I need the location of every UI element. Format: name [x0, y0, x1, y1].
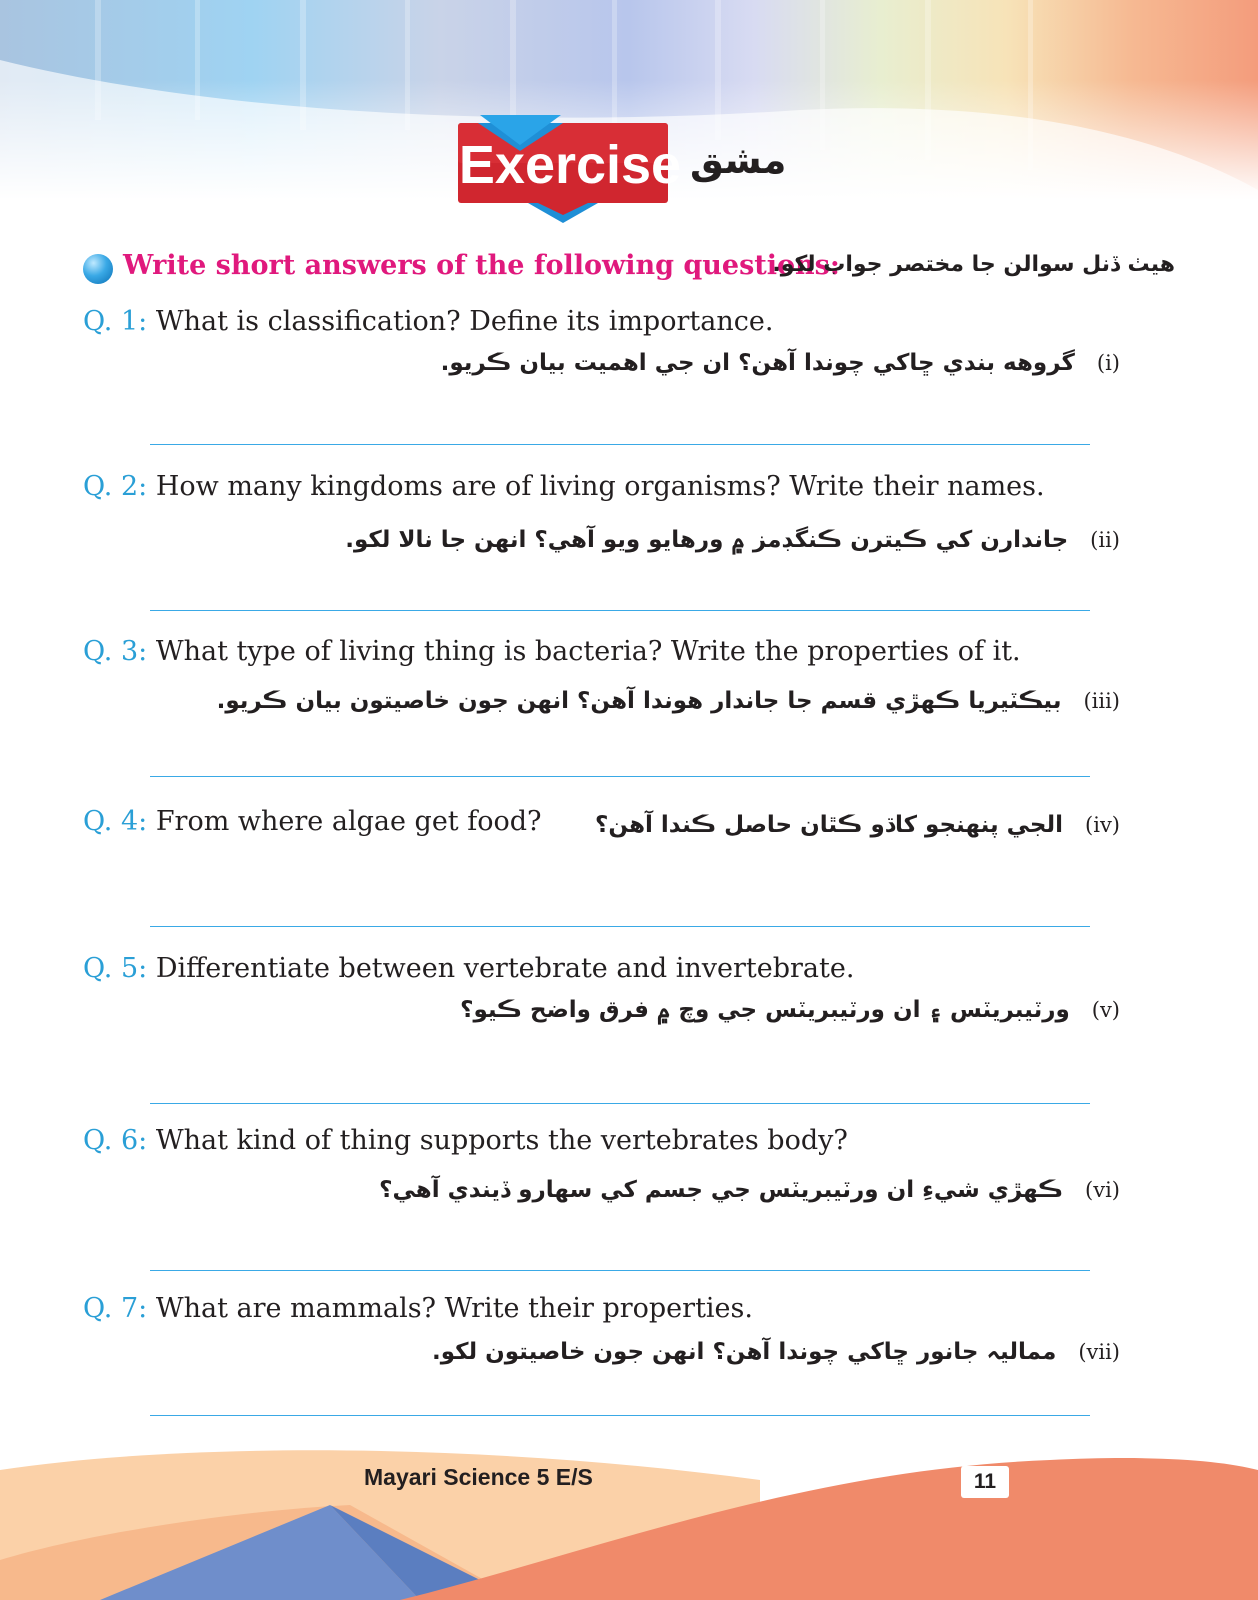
instruction-sindhi: هيٺ ڏنل سوالن جا مختصر جواب لکو. — [772, 252, 1175, 277]
question-text: What kind of thing supports the vertebrates body? — [155, 1125, 848, 1156]
question-number: Q. 1: — [83, 306, 148, 337]
question-roman-number: (vi) — [1085, 1178, 1120, 1202]
question-text: Differentiate between vertebrate and invertebrate. — [155, 953, 855, 984]
answer-line[interactable] — [150, 610, 1090, 611]
exercise-title-sindhi: مشق — [690, 138, 787, 182]
blue-bullet-icon — [83, 254, 113, 284]
instruction-english: Write short answers of the following questions: — [123, 250, 840, 281]
question-roman-number: (i) — [1096, 351, 1120, 375]
question-1 — [83, 306, 1153, 426]
question-roman-number: (vii) — [1078, 1340, 1120, 1364]
question-6 — [83, 1125, 1153, 1245]
question-text: From where algae get food? — [155, 806, 542, 837]
answer-line[interactable] — [150, 776, 1090, 777]
question-roman-number: (iv) — [1085, 813, 1120, 837]
question-text: What type of living thing is bacteria? Write the properties of it. — [155, 636, 1021, 667]
answer-line[interactable] — [150, 1103, 1090, 1104]
question-number: Q. 3: — [83, 636, 148, 667]
book-title: Mayari Science 5 E/S — [364, 1464, 593, 1490]
question-5 — [83, 953, 1153, 1073]
question-text-sindhi: جاندارن کي ڪيترن ڪنگڊمز ۾ ورهايو ويو آهي؟ انهن جا نالا لکو. — [345, 527, 1069, 553]
question-2 — [83, 471, 1153, 591]
question-text-sindhi: گروهه بندي ڇاکي چوندا آهن؟ ان جي اهميت بيان ڪريو. — [440, 350, 1075, 376]
question-7 — [83, 1293, 1153, 1413]
question-roman-number: (iii) — [1083, 689, 1120, 713]
question-text: What is classification? Define its importance. — [155, 306, 774, 337]
question-roman-number: (v) — [1091, 998, 1120, 1022]
question-text-sindhi: بيڪٽيريا ڪهڙي قسم جا جاندار هوندا آهن؟ انهن جون خاصيتون بيان ڪريو. — [216, 688, 1062, 714]
question-4 — [83, 806, 1153, 926]
question-3 — [83, 636, 1153, 756]
question-number: Q. 6: — [83, 1125, 148, 1156]
question-text: How many kingdoms are of living organisms? Write their names. — [155, 471, 1045, 502]
answer-line[interactable] — [150, 444, 1090, 445]
question-roman-number: (ii) — [1090, 528, 1120, 552]
question-number: Q. 4: — [83, 806, 148, 837]
answer-line[interactable] — [150, 1270, 1090, 1271]
instruction-row — [83, 248, 1175, 288]
answer-line[interactable] — [150, 1415, 1090, 1416]
footer-decoration — [0, 1440, 1258, 1600]
page-number: 11 — [961, 1466, 1009, 1498]
question-number: Q. 7: — [83, 1293, 148, 1324]
question-number: Q. 2: — [83, 471, 148, 502]
exercise-title: Exercise — [458, 135, 682, 195]
question-text-sindhi: الجي پنهنجو کاڌو ڪٿان حاصل ڪندا آهن؟ — [595, 812, 1064, 838]
question-text-sindhi: ڪهڙي شيءِ ان ورٽيبريٽس جي جسم کي سهارو ڏيندي آهي؟ — [379, 1177, 1064, 1203]
question-text-sindhi: ورٽيبريٽس ۽ ان ورٽيبريٽس جي وچ ۾ فرق واضح ڪيو؟ — [460, 997, 1070, 1023]
question-text: What are mammals? Write their properties. — [155, 1293, 753, 1324]
question-text-sindhi: ممالیہ جانور ڇاکي چوندا آهن؟ انهن جون خاصيتون لکو. — [431, 1339, 1057, 1365]
question-number: Q. 5: — [83, 953, 148, 984]
answer-line[interactable] — [150, 926, 1090, 927]
